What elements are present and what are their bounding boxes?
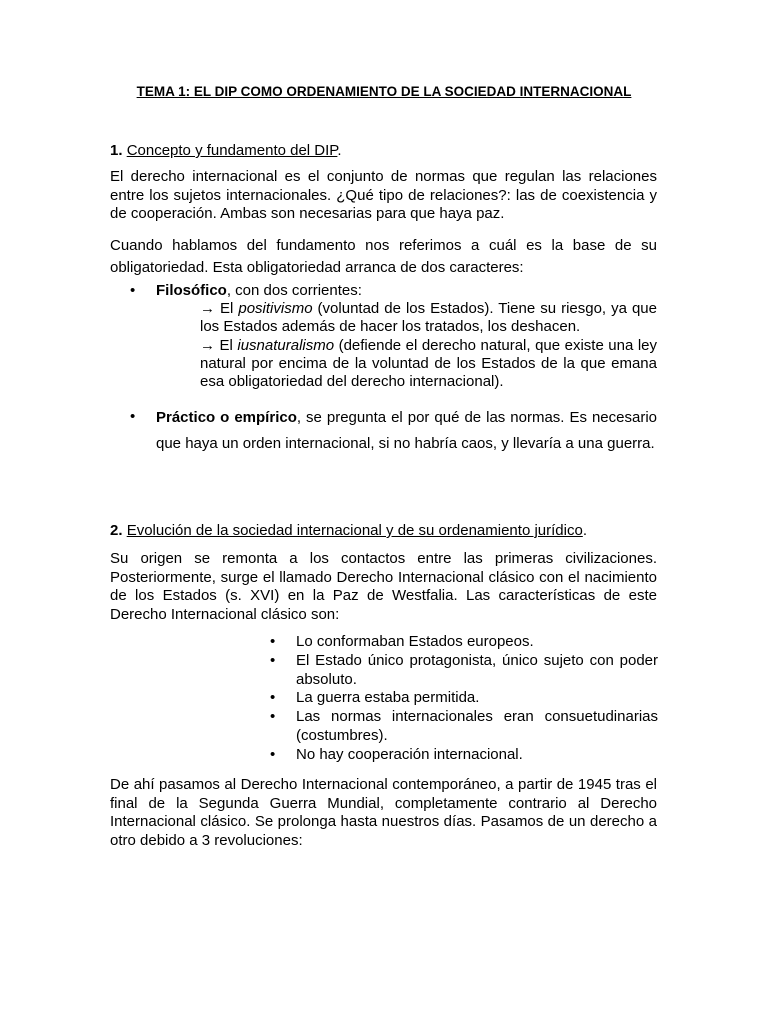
bullet-dot: • <box>130 408 136 425</box>
section2-paragraph-2 <box>110 776 657 850</box>
bullet-dot: • <box>270 689 276 707</box>
bullet-dot: • <box>270 633 276 650</box>
section1-paragraph-1 <box>110 168 657 224</box>
section1-heading-text: Concepto y fundamento del DIP <box>126 142 338 159</box>
bullet-dot: • <box>270 651 276 669</box>
bullet-practico-rest: , se pregunta el por qué de las normas. Es necesario que haya un orden internacional, si no habría caos, y llevaría a una guerra. <box>156 409 658 452</box>
list-item-text: Lo conformaban Estados europeos. <box>296 633 534 650</box>
section2-heading <box>110 522 657 540</box>
section1-number: 1. <box>110 142 123 159</box>
bullet-dot: • <box>130 282 136 299</box>
section2-paragraph-1 <box>110 550 657 624</box>
bullet-practico-text <box>156 405 657 456</box>
bullet-filosofico-rest: , con dos corrientes: <box>226 282 362 299</box>
section1-heading-end: . <box>337 142 342 159</box>
bullet-filosofico-head <box>156 282 657 300</box>
section2-number: 2. <box>110 522 123 539</box>
list-item-text: El Estado único protagonista, único sujeto con poder absoluto. <box>296 651 658 688</box>
bullet-dot: • <box>270 708 276 726</box>
list-item-text: Las normas internacionales eran consuetudinarias (costumbres). <box>296 708 658 744</box>
section2-heading-end: . <box>582 522 587 539</box>
list-item-text: No hay cooperación internacional. <box>296 745 523 763</box>
section1-para1-text: El derecho internacional es el conjunto de normas que regulan las relaciones entre los sujetos internacionales. ¿Qué tipo de relaciones?: las de coexistencia y de cooperación. Ambas son necesarias para que haya paz. <box>110 168 657 222</box>
bullet-filosofico-bold: Filosófico <box>156 282 227 299</box>
sub-iusnaturalismo <box>156 337 657 392</box>
section2-para1-text: Su origen se remonta a los contactos entre las primeras civilizaciones. Posteriormente, surge el llamado Derecho Internacional clásico con el nacimiento de los Estados (s. XVI) en la Paz de Westfalia. Las características de este Derecho Internacional clásico son: <box>110 550 657 623</box>
iusnaturalismo-rest: (defiende el derecho natural, que existe una ley natural por encima de la voluntad de los Estados de la que emana esa obligatoriedad del derecho internacional). <box>200 336 657 391</box>
list-item <box>270 746 658 765</box>
iusnaturalismo-italic: iusnaturalismo <box>237 336 335 354</box>
section2-para2-text: De ahí pasamos al Derecho Internacional contemporáneo, a partir de 1945 tras el final de la Segunda Guerra Mundial, completamente contrario al Derecho Internacional clásico. Se prolonga hasta nuestros días. Pasamos de un derecho a otro debido a 3 revoluciones: <box>110 776 657 849</box>
positivismo-italic: positivismo <box>238 300 313 317</box>
bullet-practico <box>130 405 657 456</box>
list-item <box>270 652 658 690</box>
positivismo-rest: (voluntad de los Estados). Tiene su riesgo, ya que los Estados además de hacer los tratados, los deshacen. <box>200 300 657 336</box>
arrow-icon: → El <box>200 336 238 354</box>
list-item <box>270 689 658 708</box>
bullet-dot: • <box>270 745 276 763</box>
section1-paragraph-2 <box>110 235 657 279</box>
section1-heading <box>110 142 657 160</box>
list-item <box>270 708 658 746</box>
section1-para2-text: Cuando hablamos del fundamento nos referimos a cuál es la base de su obligatoriedad. Esta obligatoriedad arranca de dos caracteres: <box>110 237 657 276</box>
section2-heading-text: Evolución de la sociedad internacional y de su ordenamiento jurídico <box>126 522 583 539</box>
arrow-icon: → El <box>200 300 239 317</box>
bullet-filosofico <box>130 282 657 391</box>
document-title: TEMA 1: EL DIP COMO ORDENAMIENTO DE LA SOCIEDAD INTERNACIONAL <box>136 84 632 99</box>
list-item <box>270 633 658 652</box>
sub-positivismo <box>156 300 657 337</box>
clasico-characteristics-list <box>270 633 658 765</box>
bullet-practico-bold: Práctico o empírico <box>156 409 297 426</box>
list-item-text: La guerra estaba permitida. <box>296 689 480 707</box>
